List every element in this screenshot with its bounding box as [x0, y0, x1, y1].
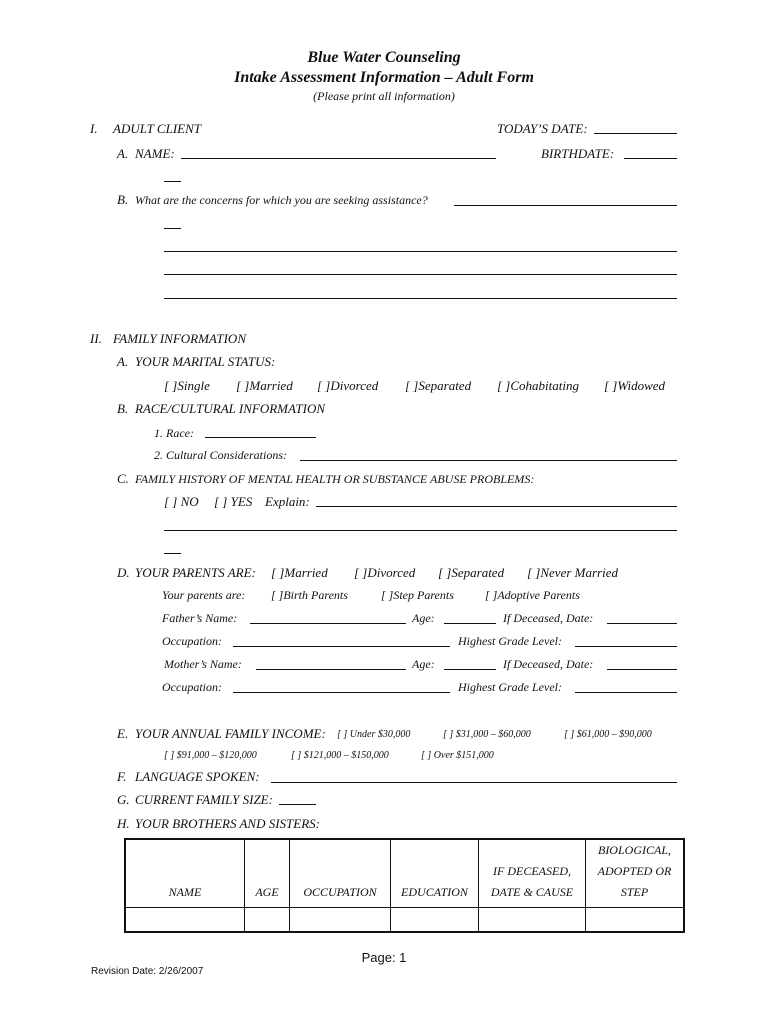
- name-letter: A.: [117, 146, 129, 161]
- language-field[interactable]: [271, 782, 677, 783]
- cultural-considerations-field[interactable]: [300, 460, 677, 461]
- parents-option-divorced[interactable]: [ ]Divorced: [354, 565, 416, 580]
- parents-option-separated[interactable]: [ ]Separated: [438, 565, 505, 580]
- instruction-text: (Please print all information): [313, 89, 455, 103]
- father-grade-label: Highest Grade Level:: [458, 634, 562, 648]
- todays-date-label: TODAY’S DATE:: [497, 121, 588, 136]
- mother-occupation-field[interactable]: [233, 692, 450, 693]
- organization-name: Blue Water Counseling: [307, 49, 461, 66]
- concerns-field-line-5[interactable]: [164, 298, 677, 299]
- siblings-table: [124, 838, 685, 933]
- col-occupation: OCCUPATION: [290, 839, 391, 908]
- mother-name-label: Mother’s Name:: [164, 657, 242, 671]
- family-size-field[interactable]: [279, 804, 316, 805]
- parents-option-never-married[interactable]: [ ]Never Married: [527, 565, 618, 580]
- name-label: NAME:: [135, 146, 175, 161]
- cell-deceased[interactable]: [479, 908, 586, 932]
- father-occupation-label: Occupation:: [162, 634, 222, 648]
- history-no-checkbox[interactable]: [ ] NO: [164, 494, 199, 509]
- concerns-field-line-4[interactable]: [164, 274, 677, 275]
- history-explain-field-2[interactable]: [164, 530, 677, 531]
- birthdate-field-continuation[interactable]: [164, 181, 181, 182]
- family-size-label: CURRENT FAMILY SIZE:: [135, 792, 273, 807]
- marital-option-widowed[interactable]: [ ]Widowed: [604, 378, 666, 393]
- marital-option-divorced[interactable]: [ ]Divorced: [317, 378, 379, 393]
- mother-deceased-field[interactable]: [607, 669, 677, 670]
- parents-type-step[interactable]: [ ]Step Parents: [381, 588, 454, 602]
- family-history-label: FAMILY HISTORY OF MENTAL HEALTH OR SUBSTANCE ABUSE PROBLEMS:: [135, 472, 535, 486]
- cell-occupation[interactable]: [290, 908, 391, 932]
- section1-number: I.: [90, 121, 98, 136]
- table-row: [125, 908, 684, 932]
- revision-date: Revision Date: 2/26/2007: [91, 966, 204, 977]
- todays-date-field[interactable]: [594, 133, 677, 134]
- history-explain-label: Explain:: [265, 494, 310, 509]
- mother-age-field[interactable]: [444, 669, 496, 670]
- col-education: EDUCATION: [391, 839, 479, 908]
- history-explain-field-1[interactable]: [316, 506, 677, 507]
- cell-relationship[interactable]: [586, 908, 685, 932]
- col-name: NAME: [125, 839, 245, 908]
- cell-name[interactable]: [125, 908, 245, 932]
- income-label: YOUR ANNUAL FAMILY INCOME:: [135, 726, 326, 741]
- parents-letter: D.: [117, 565, 130, 580]
- language-letter: F.: [117, 769, 127, 784]
- concerns-field-line-3[interactable]: [164, 251, 677, 252]
- col-relationship: BIOLOGICAL, ADOPTED OR STEP: [586, 839, 685, 908]
- birthdate-field[interactable]: [624, 158, 677, 159]
- col-deceased: IF DECEASED, DATE & CAUSE: [479, 839, 586, 908]
- section1-title: ADULT CLIENT: [113, 121, 202, 136]
- mother-grade-label: Highest Grade Level:: [458, 680, 562, 694]
- parents-label: YOUR PARENTS ARE:: [135, 565, 256, 580]
- parents-type-adoptive[interactable]: [ ]Adoptive Parents: [485, 588, 580, 602]
- birthdate-label: BIRTHDATE:: [541, 146, 615, 161]
- parents-type-birth[interactable]: [ ]Birth Parents: [271, 588, 348, 602]
- mother-occupation-label: Occupation:: [162, 680, 222, 694]
- marital-option-cohabitating[interactable]: [ ]Cohabitating: [497, 378, 579, 393]
- race-section-title: RACE/CULTURAL INFORMATION: [135, 401, 326, 416]
- marital-label: YOUR MARITAL STATUS:: [135, 354, 276, 369]
- marital-letter: A.: [117, 354, 129, 369]
- cell-age[interactable]: [245, 908, 290, 932]
- cultural-considerations-label: 2. Cultural Considerations:: [154, 448, 288, 462]
- history-yes-checkbox[interactable]: [ ] YES: [214, 494, 253, 509]
- concerns-letter: B.: [117, 192, 129, 207]
- concerns-label: What are the concerns for which you are seeking assistance?: [135, 193, 428, 207]
- section2-number: II.: [90, 331, 102, 346]
- section2-title: FAMILY INFORMATION: [113, 331, 246, 346]
- mother-name-field[interactable]: [256, 669, 406, 670]
- income-option-over-151k[interactable]: [ ] Over $151,000: [421, 750, 494, 761]
- mother-grade-field[interactable]: [575, 692, 677, 693]
- marital-option-separated[interactable]: [ ]Separated: [405, 378, 472, 393]
- father-deceased-label: If Deceased, Date:: [503, 611, 594, 625]
- siblings-table-header: [125, 839, 684, 908]
- family-size-letter: G.: [117, 792, 130, 807]
- father-name-label: Father’s Name:: [162, 611, 238, 625]
- father-name-field[interactable]: [250, 623, 406, 624]
- language-label: LANGUAGE SPOKEN:: [135, 769, 260, 784]
- history-letter: C.: [117, 471, 129, 486]
- siblings-letter: H.: [117, 816, 130, 831]
- marital-option-married[interactable]: [ ]Married: [236, 378, 293, 393]
- mother-deceased-label: If Deceased, Date:: [503, 657, 594, 671]
- income-option-121k-150k[interactable]: [ ] $121,000 – $150,000: [291, 750, 389, 761]
- parents-type-label: Your parents are:: [162, 588, 246, 602]
- father-age-label: Age:: [412, 611, 435, 625]
- marital-option-single[interactable]: [ ]Single: [164, 378, 210, 393]
- concerns-field-line-2[interactable]: [164, 228, 181, 229]
- father-age-field[interactable]: [444, 623, 496, 624]
- parents-option-married[interactable]: [ ]Married: [271, 565, 328, 580]
- history-explain-field-3[interactable]: [164, 553, 181, 554]
- father-grade-field[interactable]: [575, 646, 677, 647]
- race-label: 1. Race:: [154, 426, 194, 440]
- income-option-61k-90k[interactable]: [ ] $61,000 – $90,000: [564, 729, 652, 740]
- income-option-31k-60k[interactable]: [ ] $31,000 – $60,000: [443, 729, 531, 740]
- race-field[interactable]: [205, 437, 316, 438]
- form-title: Intake Assessment Information – Adult Form: [234, 69, 534, 86]
- income-letter: E.: [117, 726, 129, 741]
- col-age: AGE: [245, 839, 290, 908]
- father-occupation-field[interactable]: [233, 646, 450, 647]
- cell-education[interactable]: [391, 908, 479, 932]
- concerns-field-line-1[interactable]: [454, 205, 677, 206]
- father-deceased-field[interactable]: [607, 623, 677, 624]
- income-option-under-30k[interactable]: [ ] Under $30,000: [337, 729, 411, 740]
- page-number: Page: 1: [361, 950, 407, 965]
- income-option-91k-120k[interactable]: [ ] $91,000 – $120,000: [164, 750, 257, 761]
- mother-age-label: Age:: [412, 657, 435, 671]
- race-letter: B.: [117, 401, 129, 416]
- name-field[interactable]: [181, 158, 496, 159]
- siblings-label: YOUR BROTHERS AND SISTERS:: [135, 816, 321, 831]
